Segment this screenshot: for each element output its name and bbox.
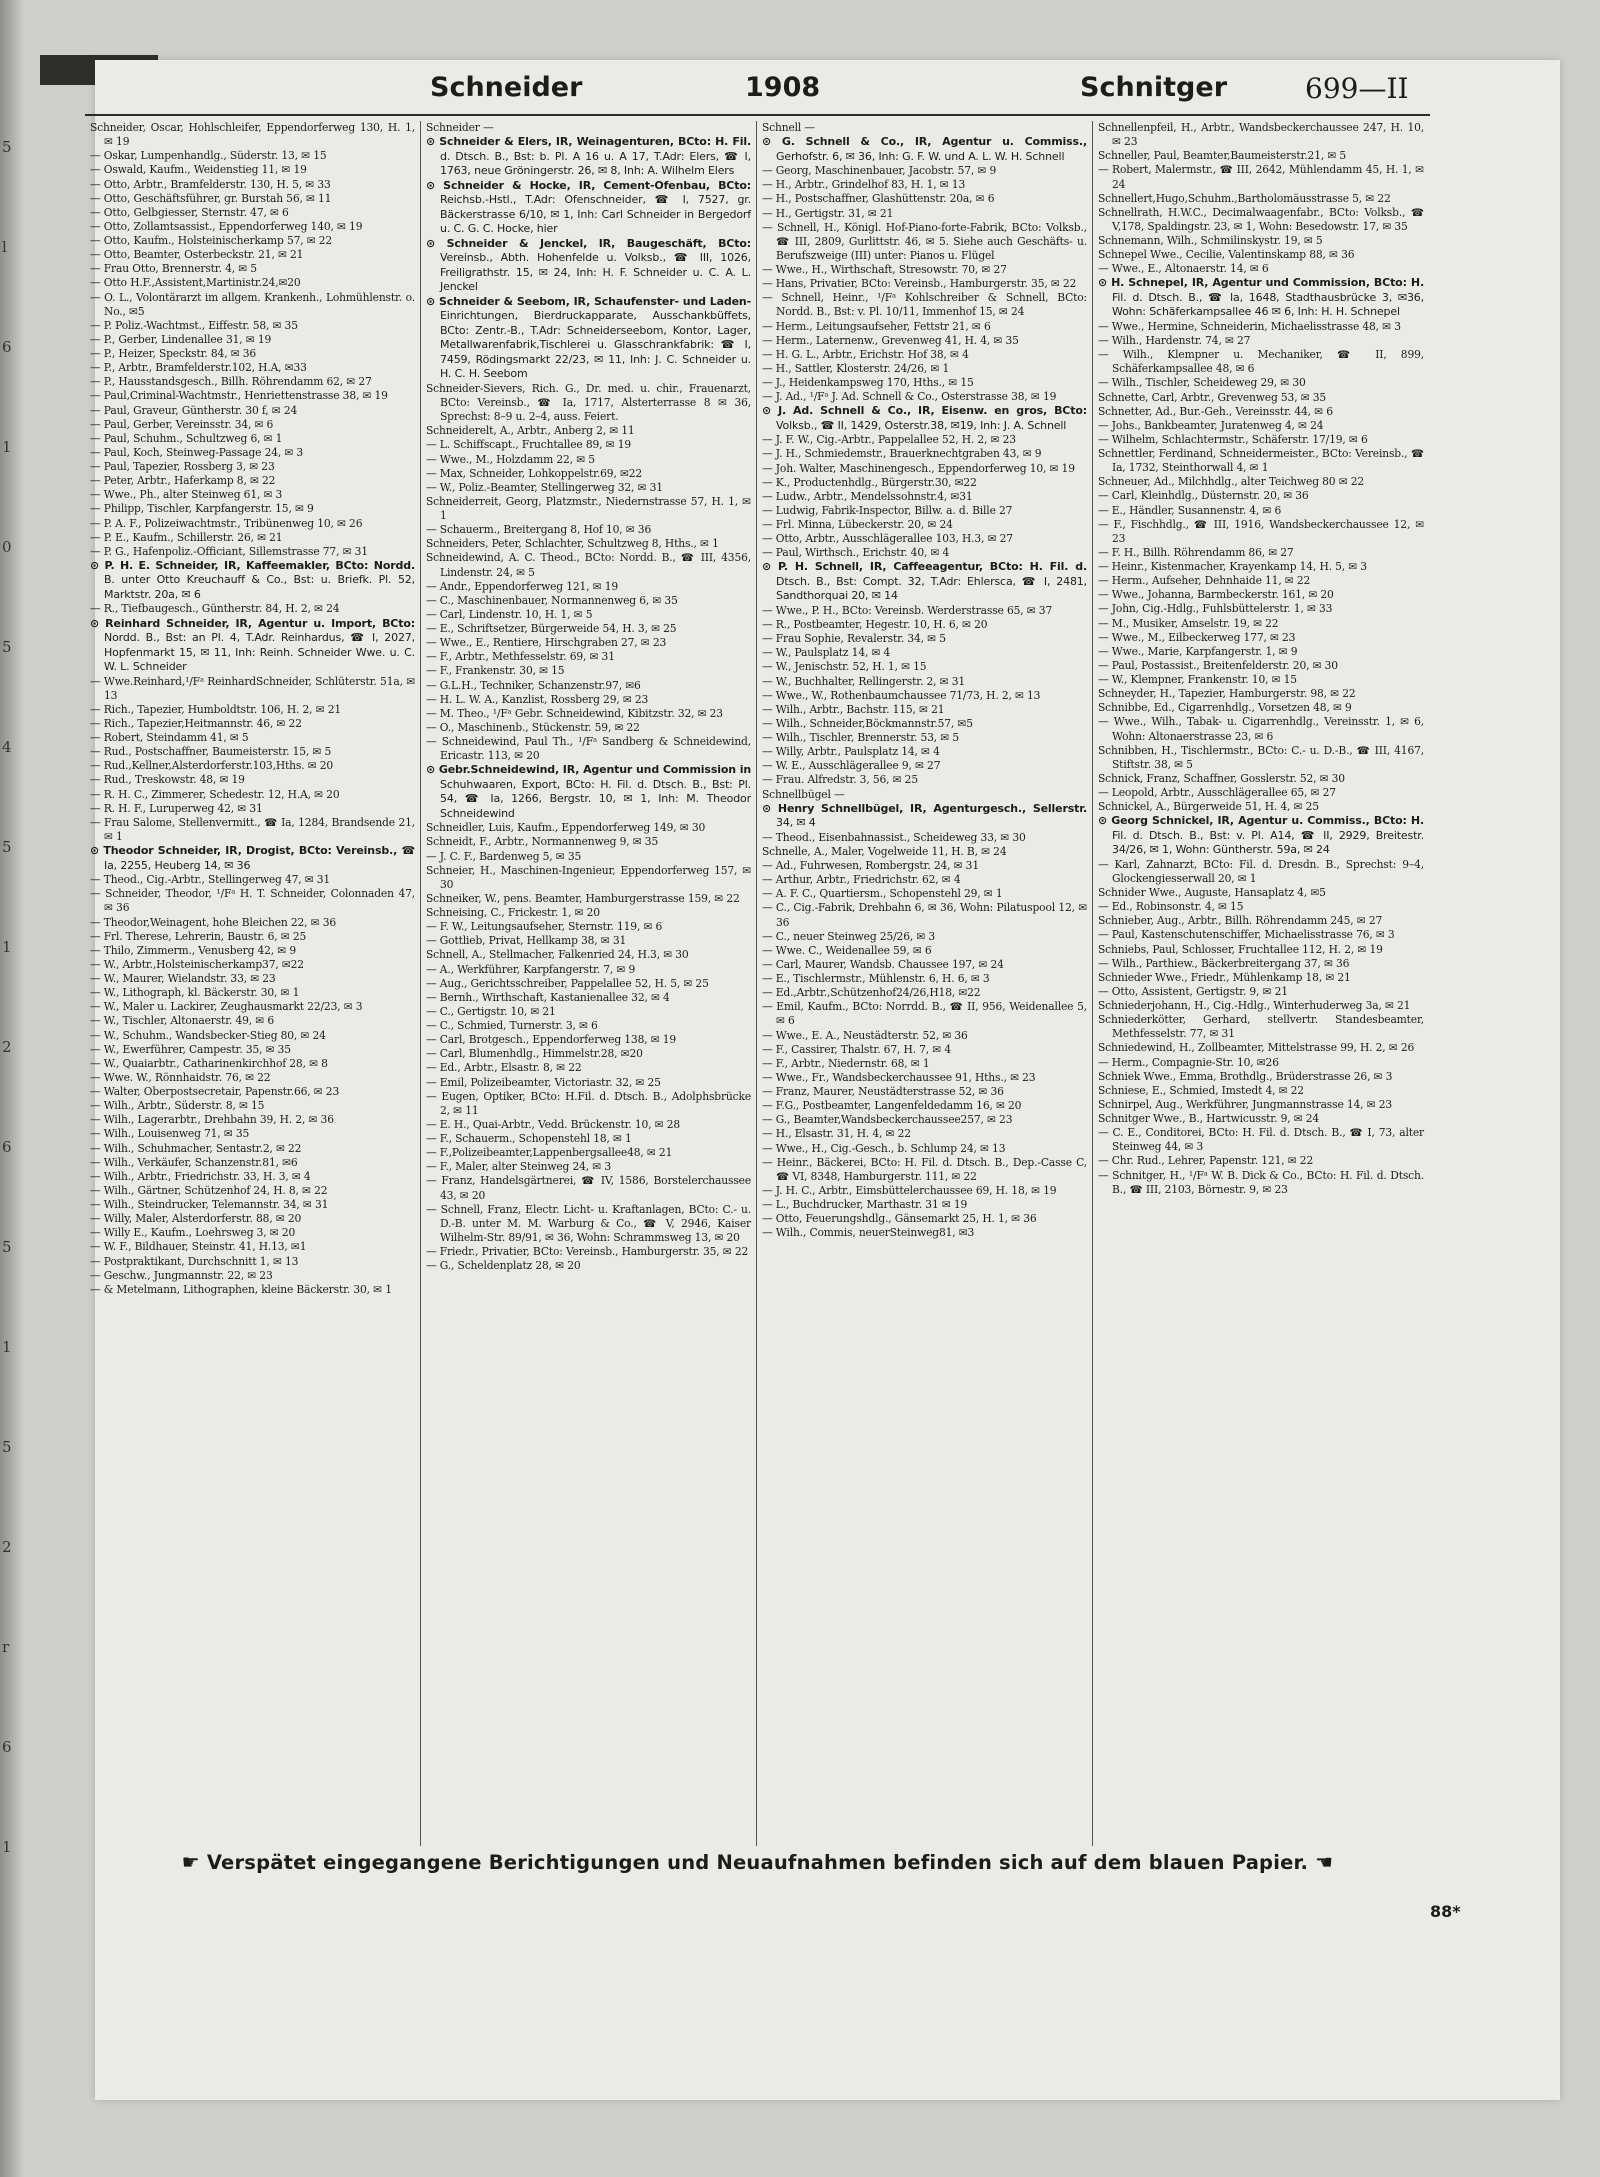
directory-entry: — E., Händler, Susannenstr. 4, ✉ 6 (1098, 503, 1282, 517)
directory-entry: — Otto, Kaufm., Holsteinischerkamp 57, ✉ 22 (90, 234, 333, 247)
directory-entry: — Herm., Aufseher, Dehnhaide 11, ✉ 22 (1098, 574, 1311, 588)
signature-mark: 88* (1430, 1902, 1461, 1921)
directory-entry: Schneider, Oscar, Hohlschleifer, Eppendorferweg 130, H. 1, ✉ 19 (90, 121, 415, 149)
directory-entry: — P., Heizer, Speckstr. 84, ✉ 36 (90, 347, 257, 360)
directory-entry: — Philipp, Tischler, Karpfangerstr. 15, ✉ 9 (90, 502, 314, 516)
running-header (85, 72, 1430, 112)
directory-entry: — J. F. W., Cig.-Arbtr., Pappelallee 52, H. 2, ✉ 23 (762, 433, 1016, 447)
directory-entry: — Otto, Arbtr., Ausschlägerallee 103, H.3, ✉ 27 (762, 532, 1013, 546)
column-2 (421, 121, 757, 1846)
directory-entry: — Herm., Compagnie-Str. 10, ✉26 (1098, 1055, 1279, 1069)
directory-entry: — W., Paulsplatz 14, ✉ 4 (762, 646, 891, 660)
directory-entry: — Rud., Postschaffner, Baumeisterstr. 15, ✉ 5 (90, 745, 332, 759)
directory-entry: Schnell, A., Stellmacher, Falkenried 24, H.3, ✉ 30 (426, 948, 689, 962)
directory-entry: — Paul, Gerber, Vereinsstr. 34, ✉ 6 (90, 417, 274, 431)
directory-entry: — H., Elsastr. 31, H. 4, ✉ 22 (762, 1127, 911, 1141)
directory-entry: — R., Tiefbaugesch., Güntherstr. 84, H. 2, ✉ 24 (90, 602, 340, 616)
directory-entry: — Gottlieb, Privat, Hellkamp 38, ✉ 31 (426, 934, 627, 948)
directory-entry: Schnepel Wwe., Cecilie, Valentinskamp 88, ✉ 36 (1098, 248, 1355, 262)
directory-entry: — Wilh., Louisenweg 71, ✉ 35 (90, 1127, 250, 1141)
directory-entry: — Wwe., E., Altonaerstr. 14, ✉ 6 (1098, 262, 1269, 276)
directory-entry: — Schnell, H., Königl. Hof-Piano-forte-Fabrik, BCto: Volksb., ☎ III, 2809, Gurlittstr. 46, ✉ 5. Siehe auch Geschäfts- u. Berufszweige (III) unter: Pianos u. Flügel (762, 220, 1087, 262)
directory-entry: — O. L., Volontärarzt im allgem. Krankenh., Lohmühlenstr. o. No., ✉5 (90, 290, 415, 318)
directory-entry: — J., Heidenkampsweg 170, Hths., ✉ 15 (762, 376, 974, 390)
directory-entry: — Wwe., M., Eilbeckerweg 177, ✉ 23 (1098, 630, 1296, 644)
directory-entry: — Paul, Kastenschutenschiffer, Michaelisstrasse 76, ✉ 3 (1098, 928, 1395, 942)
directory-entry: — L., Buchdrucker, Marthastr. 31 ✉ 19 (762, 1198, 968, 1212)
directory-entry: — Max, Schneider, Lohkoppelstr.69, ✉22 (426, 466, 643, 480)
directory-entry: Schnirpel, Aug., Werkführer, Jungmannstrasse 14, ✉ 23 (1098, 1097, 1393, 1111)
directory-entry: — Geschw., Jungmannstr. 22, ✉ 23 (90, 1268, 273, 1282)
directory-entry: Schniebs, Paul, Schlosser, Fruchtallee 112, H. 2, ✉ 19 (1098, 942, 1383, 956)
directory-entry: Schneidler, Luis, Kaufm., Eppendorferweg 149, ✉ 30 (426, 821, 706, 835)
directory-entry: — Emil, Kaufm., BCto: Norrdd. B., ☎ II, 956, Weidenallee 5, ✉ 6 (762, 1000, 1087, 1028)
directory-entry: — Karl, Zahnarzt, BCto: Fil. d. Dresdn. B., Sprechst: 9–4, Glockengiesserwall 20, ✉ 1 (1098, 857, 1424, 885)
directory-entry: Schneyder, H., Tapezier, Hamburgerstr. 98, ✉ 22 (1098, 687, 1356, 701)
directory-entry: — Aug., Gerichtsschreiber, Pappelallee 52, H. 5, ✉ 25 (426, 976, 709, 990)
directory-entry: — & Metelmann, Lithographen, kleine Bäckerstr. 30, ✉ 1 (90, 1282, 392, 1296)
directory-entry: — Thilo, Zimmerm., Venusberg 42, ✉ 9 (90, 943, 297, 957)
directory-entry: — Frau Salome, Stellenvermitt., ☎ Ia, 1284, Brandsende 21, ✉ 1 (90, 815, 415, 843)
directory-entry: — Oswald, Kaufm., Weidenstieg 11, ✉ 19 (90, 163, 307, 177)
directory-entry: — Wilh., Arbtr., Friedrichstr. 33, H. 3, ✉ 4 (90, 1169, 311, 1183)
directory-entry: — H. G. L., Arbtr., Erichstr. Hof 38, ✉ 4 (762, 347, 969, 361)
directory-entry: — C., Schmied, Turnerstr. 3, ✉ 6 (426, 1019, 598, 1033)
directory-entry: — Arthur, Arbtr., Friedrichstr. 62, ✉ 4 (762, 873, 961, 887)
directory-entry: — F., Arbtr., Methfesselstr. 69, ✉ 31 (426, 650, 615, 664)
directory-entry: — P. Poliz.-Wachtmst., Eiffestr. 58, ✉ 35 (90, 318, 298, 332)
directory-entry: ⊙ G. Schnell & Co., IR, Agentur u. Commiss., Gerhofstr. 6, ✉ 36, Inh: G. F. W. und A. L. W. H. Schnell (762, 135, 1087, 163)
directory-entry: — W., Maler u. Lackirer, Zeughausmarkt 22/23, ✉ 3 (90, 1000, 363, 1014)
directory-entry: — Otto, Arbtr., Bramfelderstr. 130, H. 5, ✉ 33 (90, 177, 331, 191)
directory-entry: — H., Gertigstr. 31, ✉ 21 (762, 206, 894, 220)
directory-entry: — C., Gertigstr. 10, ✉ 21 (426, 1004, 556, 1018)
directory-entry: — A., Werkführer, Karpfangerstr. 7, ✉ 9 (426, 962, 636, 976)
margin-char: l (2, 238, 7, 256)
directory-entry: — Schauerm., Breitergang 8, Hof 10, ✉ 36 (426, 523, 652, 537)
directory-entry: — Wilh., Commis, neuerSteinweg81, ✉3 (762, 1226, 975, 1240)
directory-entry: Schneller, Paul, Beamter,Baumeisterstr.21, ✉ 5 (1098, 149, 1347, 163)
directory-entry: — Willy, Maler, Alsterdorferstr. 88, ✉ 20 (90, 1212, 302, 1226)
directory-entry: — F., Maler, alter Steinweg 24, ✉ 3 (426, 1160, 611, 1174)
directory-entry: Schnieder Wwe., Friedr., Mühlenkamp 18, ✉ 21 (1098, 970, 1351, 984)
directory-entry: — Theodor,Weinagent, hohe Bleichen 22, ✉ 36 (90, 915, 337, 929)
directory-entry: — Wilh., Schuhmacher, Sentastr.2, ✉ 22 (90, 1141, 302, 1155)
directory-entry: — Otto, Gelbgiesser, Sternstr. 47, ✉ 6 (90, 205, 289, 219)
directory-entry: — Ad., Fuhrwesen, Rombergstr. 24, ✉ 31 (762, 859, 979, 873)
directory-entry: — Hans, Privatier, BCto: Vereinsb., Hamburgerstr. 35, ✉ 22 (762, 277, 1077, 291)
directory-entry: — John, Cig.-Hdlg., Fuhlsbüttelerstr. 1, ✉ 33 (1098, 602, 1333, 616)
directory-entry: — Wwe. C., Weidenallee 59, ✉ 6 (762, 943, 932, 957)
directory-entry: — F., Cassirer, Thalstr. 67, H. 7, ✉ 4 (762, 1042, 951, 1056)
directory-entry: — Wwe., P. H., BCto: Vereinsb. Werderstrasse 65, ✉ 37 (762, 603, 1053, 617)
directory-entry: Schneiderreit, Georg, Platzmstr., Niedernstrasse 57, H. 1, ✉ 1 (426, 494, 751, 523)
directory-entry: — Wwe., Ph., alter Steinweg 61, ✉ 3 (90, 488, 283, 502)
directory-entry: — Postpraktikant, Durchschnitt 1, ✉ 13 (90, 1254, 299, 1268)
directory-entry: — W., Tischler, Altonaerstr. 49, ✉ 6 (90, 1014, 274, 1028)
directory-entry: ⊙ H. Schnepel, IR, Agentur und Commission, BCto: H. Fil. d. Dtsch. B., ☎ Ia, 1648, Stadthausbrücke 3, ✉36, Wohn: Schäferkampsallee 46 ✉ 6, Inh: H. H. Schnepel (1098, 276, 1424, 319)
directory-columns (85, 121, 1430, 1846)
directory-entry: — Schneider, Theodor, ¹/Fᵃ H. T. Schneider, Colonnaden 47, ✉ 36 (90, 887, 415, 915)
directory-entry: — Paul, Koch, Steinweg-Passage 24, ✉ 3 (90, 445, 304, 459)
directory-entry: — Wilh., Tischler, Brennerstr. 53, ✉ 5 (762, 731, 960, 745)
directory-entry: — Eugen, Optiker, BCto: H.Fil. d. Dtsch. B., Adolphsbrücke 2, ✉ 11 (426, 1089, 751, 1117)
directory-entry: — Willy, Arbtr., Paulsplatz 14, ✉ 4 (762, 745, 940, 759)
directory-entry: — Wwe., H., Wirthschaft, Stresowstr. 70, ✉ 27 (762, 263, 1007, 277)
directory-entry: — Schnell, Franz, Electr. Licht- u. Kraftanlagen, BCto: C.- u. D.-B. unter M. M. Warburg & Co., ☎ V, 2946, Kaiser Wilhelm-Str. 89/91, ✉ 36, Wohn: Schrammsweg 13, ✉ 20 (426, 1202, 751, 1244)
directory-entry: — Wilh., Parthiew., Bäckerbreitergang 37, ✉ 36 (1098, 956, 1350, 970)
directory-entry: Schneuer, Ad., Milchhdlg., alter Teichweg 80 ✉ 22 (1098, 475, 1365, 489)
pointing-hand-right-icon: ☚ (1315, 1850, 1334, 1874)
directory-entry: — Joh. Walter, Maschinengesch., Eppendorferweg 10, ✉ 19 (762, 461, 1075, 475)
directory-entry: Schneidt, F., Arbtr., Normannenweg 9, ✉ 35 (426, 835, 659, 849)
directory-entry: — Frau Sophie, Revalerstr. 34, ✉ 5 (762, 632, 946, 646)
directory-entry: — F., Arbtr., Niedernstr. 68, ✉ 1 (762, 1056, 930, 1070)
directory-entry: ⊙ J. Ad. Schnell & Co., IR, Eisenw. en gros, BCto: Volksb., ☎ II, 1429, Osterstr.38, ✉19, Inh: J. A. Schnell (762, 404, 1087, 432)
directory-entry: Schnettler, Ferdinand, Schneidermeister., BCto: Vereinsb., ☎ Ia, 1732, Steinthorwall 4, ✉ 1 (1098, 447, 1424, 475)
directory-entry: — M. Theo., ¹/Fᵃ Gebr. Schneidewind, Kibitzstr. 32, ✉ 23 (426, 706, 723, 720)
directory-entry: — Wwe., M., Holzdamm 22, ✉ 5 (426, 452, 595, 466)
directory-entry: — W., Arbtr.,Holsteinischerkamp37, ✉22 (90, 957, 304, 971)
directory-entry: Schnellrath, H.W.C., Decimalwaagenfabr., BCto: Volksb., ☎ V,178, Spaldingstr. 23, ✉ 1, Wohn: Besedowstr. 17, ✉ 35 (1098, 205, 1424, 233)
directory-entry: — Frl. Therese, Lehrerin, Baustr. 6, ✉ 25 (90, 929, 307, 943)
directory-entry: Schnetter, Ad., Bur.-Geh., Vereinsstr. 44, ✉ 6 (1098, 404, 1333, 418)
directory-entry: — Schnitger, H., ¹/Fᵃ W. B. Dick & Co., BCto: H. Fil. d. Dtsch. B., ☎ III, 2103, Börnestr. 9, ✉ 23 (1098, 1168, 1424, 1196)
margin-char: 5 (2, 1238, 12, 1256)
directory-entry: Schniederjohann, H., Cig.-Hdlg., Winterhuderweg 3a, ✉ 21 (1098, 999, 1411, 1013)
directory-entry: — Leopold, Arbtr., Ausschlägerallee 65, ✉ 27 (1098, 786, 1336, 800)
directory-entry: — Ed., Arbtr., Elsastr. 8, ✉ 22 (426, 1061, 582, 1075)
directory-entry: — F.,Polizeibeamter,Lappenbergsallee48, ✉ 21 (426, 1146, 673, 1160)
directory-entry: — Schneidewind, Paul Th., ¹/Fᵃ Sandberg & Schneidewind, Ericastr. 113, ✉ 20 (426, 735, 751, 763)
directory-entry: Schniederkötter, Gerhard, stellvertr. Standesbeamter, Methfesselstr. 77, ✉ 31 (1098, 1013, 1424, 1041)
directory-entry: — Franz, Handelsgärtnerei, ☎ IV, 1586, Borstelerchaussee 43, ✉ 20 (426, 1174, 751, 1202)
directory-entry: — W., Poliz.-Beamter, Stellingerweg 32, ✉ 31 (426, 480, 663, 494)
directory-entry: Schnell — (762, 121, 815, 134)
directory-entry: Schnette, Carl, Arbtr., Grevenweg 53, ✉ 35 (1098, 390, 1327, 404)
directory-entry: — Paul,Criminal-Wachtmstr., Henriettenstrasse 38, ✉ 19 (90, 389, 388, 403)
directory-entry: — E., Schriftsetzer, Bürgerweide 54, H. 3, ✉ 25 (426, 622, 677, 636)
directory-entry: — J. Ad., ¹/Fᵃ J. Ad. Schnell & Co., Osterstrasse 38, ✉ 19 (762, 390, 1057, 404)
directory-entry: — Andr., Eppendorferweg 121, ✉ 19 (426, 579, 619, 593)
directory-entry: ⊙ Schneider & Seebom, IR, Schaufenster- und Laden-Einrichtungen, Bierdruckapparate, Ausschankbüffets, BCto: Zentr.-B., T.Adr: Schneiderseebom, Kontor, Lager, Metallwarenfabrik,Tischlerei u. Glasschrankfabrik: ☎ I, 7459, Rödingsmarkt 22/23, ✉ 11, Inh: J. C. Schneider u. H. C. H. Seebom (426, 294, 751, 381)
directory-entry: — C., Maschinenbauer, Normannenweg 6, ✉ 35 (426, 593, 678, 607)
directory-entry: — J. C. F., Bardenweg 5, ✉ 35 (426, 849, 582, 863)
margin-char: 0 (2, 538, 12, 556)
directory-entry: — Wwe., E. A., Neustädterstr. 52, ✉ 36 (762, 1028, 968, 1042)
directory-entry: — G., Beamter,Wandsbeckerchaussee257, ✉ 23 (762, 1113, 1013, 1127)
directory-entry: — H., Postschaffner, Glashüttenstr. 20a, ✉ 6 (762, 192, 995, 206)
directory-entry: ⊙ Reinhard Schneider, IR, Agentur u. Import, BCto: Nordd. B., Bst: an Pl. 4, T.Adr. Reinhardus, ☎ I, 2027, Hopfenmarkt 15, ✉ 11, Inh: Reinh. Schneider Wwe. u. C. W. L. Schneider (90, 616, 415, 674)
directory-entry: — Wwe., Fr., Wandsbeckerchaussee 91, Hths., ✉ 23 (762, 1070, 1036, 1084)
header-first-name: Schneider (430, 72, 583, 103)
directory-entry: — Wilh., Hardenstr. 74, ✉ 27 (1098, 334, 1251, 348)
margin-char: 1 (2, 938, 12, 956)
directory-entry: — F.G., Postbeamter, Langenfeldedamm 16, ✉ 20 (762, 1099, 1022, 1113)
directory-entry: — W., Ewerführer, Campestr. 35, ✉ 35 (90, 1042, 291, 1056)
directory-entry: — Ed., Robinsonstr. 4, ✉ 15 (1098, 900, 1244, 914)
directory-entry: — J. H. C., Arbtr., Eimsbüttelerchaussee 69, H. 18, ✉ 19 (762, 1183, 1057, 1197)
directory-entry: — G., Scheldenplatz 28, ✉ 20 (426, 1259, 581, 1273)
directory-entry: — E., Tischlermstr., Mühlenstr. 6, H. 6, ✉ 3 (762, 972, 990, 986)
directory-entry: — Frau Otto, Brennerstr. 4, ✉ 5 (90, 262, 257, 276)
directory-entry: — Rich., Tapezier,Heitmannstr. 46, ✉ 22 (90, 716, 302, 730)
margin-char: 6 (2, 338, 12, 356)
directory-entry: — Schnell, Heinr., ¹/Fᵃ Kohlschreiber & Schnell, BCto: Nordd. B., Bst: v. Pl. 10/11, Immenhof 15, ✉ 24 (762, 291, 1087, 319)
directory-entry: — Wwe., Marie, Karpfangerstr. 1, ✉ 9 (1098, 644, 1298, 658)
directory-entry: — Robert, Steindamm 41, ✉ 5 (90, 731, 249, 745)
directory-entry: — Carl, Kleinhdlg., Düsternstr. 20, ✉ 36 (1098, 489, 1309, 503)
directory-entry: — Wwe., H., Cig.-Gesch., b. Schlump 24, ✉ 13 (762, 1141, 1006, 1155)
directory-entry: — L. Schiffscapt., Fruchtallee 89, ✉ 19 (426, 438, 631, 452)
directory-entry: — W. E., Ausschlägerallee 9, ✉ 27 (762, 759, 941, 773)
directory-entry: ⊙ P. H. Schnell, IR, Caffeeagentur, BCto: H. Fil. d. Dtsch. B., Bst: Compt. 32, T.Adr: Ehlersca, ☎ I, 2481, Sandthorquai 20, ✉ 14 (762, 560, 1087, 603)
directory-entry: — Carl, Lindenstr. 10, H. 1, ✉ 5 (426, 607, 593, 621)
directory-entry: — W., Maurer, Wielandstr. 33, ✉ 23 (90, 972, 276, 986)
directory-entry: Schnellbügel — (762, 787, 845, 801)
directory-entry: — C., Cig.-Fabrik, Drehbahn 6, ✉ 36, Wohn: Pilatuspool 12, ✉ 36 (762, 901, 1087, 929)
directory-entry: — Wwe.Reinhard,¹/Fᵃ ReinhardSchneider, Schlüterstr. 51a, ✉ 13 (90, 674, 415, 702)
directory-entry: ⊙ Schneider & Elers, IR, Weinagenturen, BCto: H. Fil. d. Dtsch. B., Bst: b. Pl. A 16 u. A 17, T.Adr: Elers, ☎ I, 1763, neue Gröningerstr. 26, ✉ 8, Inh: A. Wilhelm Elers (426, 135, 751, 178)
margin-char: 6 (2, 1738, 12, 1756)
directory-entry: — W., Lithograph, kl. Bäckerstr. 30, ✉ 1 (90, 986, 300, 1000)
directory-entry: Schnellenpfeil, H., Arbtr., Wandsbeckerchaussee 247, H. 10, ✉ 23 (1098, 121, 1424, 149)
directory-entry: — K., Productenhdlg., Bürgerstr.30, ✉22 (762, 475, 977, 489)
directory-entry: Schneiker, W., pens. Beamter, Hamburgerstrasse 159, ✉ 22 (426, 891, 740, 905)
directory-entry: — Wilh., Lagerarbtr., Drehbahn 39, H. 2, ✉ 36 (90, 1113, 334, 1127)
directory-entry: Schnitger Wwe., B., Hartwicusstr. 9, ✉ 24 (1098, 1112, 1320, 1126)
column-3 (757, 121, 1093, 1846)
directory-entry: — Paul, Schuhm., Schultzweg 6, ✉ 1 (90, 431, 283, 445)
directory-entry: Schneising, C., Frickestr. 1, ✉ 20 (426, 906, 600, 920)
directory-entry: — W., Klempner, Frankenstr. 10, ✉ 15 (1098, 673, 1297, 687)
directory-entry: ⊙ Schneider & Jenckel, IR, Baugeschäft, BCto: Vereinsb., Abth. Hohenfelde u. Volksb., ☎ III, 1026, Freiligrathstr. 15, ✉ 24, Inh: H. F. Schneider u. C. A. L. Jenckel (426, 236, 751, 294)
margin-char: 4 (2, 738, 12, 756)
directory-entry: — Wwe., Hermine, Schneiderin, Michaelisstrasse 48, ✉ 3 (1098, 319, 1401, 333)
directory-entry: — P., Hausstandsgesch., Billh. Röhrendamm 62, ✉ 27 (90, 375, 372, 389)
directory-entry: — R., Postbeamter, Hegestr. 10, H. 6, ✉ 20 (762, 618, 988, 632)
directory-entry: — Johs., Bankbeamter, Juratenweg 4, ✉ 24 (1098, 418, 1324, 432)
directory-entry: — Otto H.F.,Assistent,Martinistr.24,✉20 (90, 276, 301, 290)
directory-entry: — Paul, Wirthsch., Erichstr. 40, ✉ 4 (762, 546, 950, 560)
directory-entry: — Wilh., Steindrucker, Telemannstr. 34, ✉ 31 (90, 1198, 329, 1212)
directory-entry: — Wilh., Gärtner, Schützenhof 24, H. 8, ✉ 22 (90, 1183, 328, 1197)
margin-char: 1 (2, 1338, 12, 1356)
directory-entry: — E. H., Quai-Arbtr., Vedd. Brückenstr. 10, ✉ 28 (426, 1117, 681, 1131)
directory-entry: Schnibben, H., Tischlermstr., BCto: C.- u. D.-B., ☎ III, 4167, Stiftstr. 38, ✉ 5 (1098, 743, 1424, 771)
directory-entry: ⊙ Theodor Schneider, IR, Drogist, BCto: Vereinsb., ☎ Ia, 2255, Heuberg 14, ✉ 36 (90, 844, 415, 872)
directory-entry: — P. E., Kaufm., Schillerstr. 26, ✉ 21 (90, 530, 283, 544)
directory-entry: — W. F., Bildhauer, Steinstr. 41, H.13, ✉1 (90, 1240, 307, 1254)
directory-entry: — Rud., Treskowstr. 48, ✉ 19 (90, 773, 245, 787)
directory-entry: — Herm., Laternenw., Grevenweg 41, H. 4, ✉ 35 (762, 333, 1019, 347)
header-page-number: 699—II (1305, 72, 1409, 105)
directory-entry: — Herm., Leitungsaufseher, Fettstr 21, ✉ 6 (762, 319, 991, 333)
margin-char: 6 (2, 1138, 12, 1156)
directory-entry: — W., Buchhalter, Rellingerstr. 2, ✉ 31 (762, 674, 966, 688)
directory-entry: — Friedr., Privatier, BCto: Vereinsb., Hamburgerstr. 35, ✉ 22 (426, 1245, 749, 1259)
margin-char: 5 (2, 138, 12, 156)
directory-entry: Schneider-Sievers, Rich. G., Dr. med. u. chir., Frauenarzt, BCto: Vereinsb., ☎ Ia, 1717, Alsterterrasse 8 ✉ 36, Sprechst: 8–9 u. 2–4, auss. Feiert. (426, 381, 751, 424)
footer-notice (85, 1850, 1430, 1890)
directory-entry: — F., Schauerm., Schopenstehl 18, ✉ 1 (426, 1132, 632, 1146)
directory-entry: — Frl. Minna, Lübeckerstr. 20, ✉ 24 (762, 518, 953, 532)
directory-entry: — R. H. C., Zimmerer, Schedestr. 12, H.A, ✉ 20 (90, 787, 340, 801)
directory-entry: — F. H., Billh. Röhrendamm 86, ✉ 27 (1098, 545, 1294, 559)
directory-entry: — H. L. W. A., Kanzlist, Rossberg 29, ✉ 23 (426, 692, 649, 706)
directory-entry: — Theod., Cig.-Arbtr., Stellingerweg 47, ✉ 31 (90, 873, 331, 887)
directory-entry: Schneiderelt, A., Arbtr., Anberg 2, ✉ 11 (426, 424, 635, 438)
directory-entry: Schnemann, Wilh., Schmilinskystr. 19, ✉ 5 (1098, 234, 1323, 247)
directory-entry: — A. F. C., Quartiersm., Schopenstehl 29, ✉ 1 (762, 887, 1003, 901)
directory-entry: Schnider Wwe., Auguste, Hansaplatz 4, ✉5 (1098, 886, 1326, 900)
directory-entry: — C. E., Conditorei, BCto: H. Fil. d. Dtsch. B., ☎ I, 73, alter Steinweg 44, ✉ 3 (1098, 1126, 1424, 1154)
pointing-hand-left-icon: ☛ (181, 1850, 200, 1874)
margin-char: r (2, 1638, 10, 1656)
directory-entry: — Wwe., W., Rothenbaumchaussee 71/73, H. 2, ✉ 13 (762, 688, 1041, 702)
directory-entry: — Wwe. W., Rönnhaidstr. 76, ✉ 22 (90, 1070, 271, 1084)
directory-entry: — Wwe., E., Rentiere, Hirschgraben 27, ✉ 23 (426, 636, 667, 650)
directory-entry: Schniedewind, H., Zollbeamter, Mittelstrasse 99, H. 2, ✉ 26 (1098, 1041, 1415, 1055)
directory-entry: — W., Quaiarbtr., Catharinenkirchhof 28, ✉ 8 (90, 1056, 328, 1070)
directory-entry: — Otto, Geschäftsführer, gr. Burstah 56, ✉ 11 (90, 191, 332, 205)
directory-entry: Schnickel, A., Bürgerweide 51, H. 4, ✉ 25 (1098, 800, 1319, 814)
directory-entry: — Theod., Eisenbahnassist., Scheideweg 33, ✉ 30 (762, 830, 1026, 844)
directory-entry: — F., Fischhdlg., ☎ III, 1916, Wandsbeckerchaussee 12, ✉ 23 (1098, 517, 1424, 545)
directory-entry: — Otto, Zollamtsassist., Eppendorferweg 140, ✉ 19 (90, 219, 363, 233)
directory-entry: — M., Musiker, Amselstr. 19, ✉ 22 (1098, 616, 1279, 630)
margin-char: 5 (2, 838, 12, 856)
directory-entry: — Bernh., Wirthschaft, Kastanienallee 32, ✉ 4 (426, 990, 670, 1004)
directory-entry: — Wilh., Tischler, Scheideweg 29, ✉ 30 (1098, 376, 1306, 390)
directory-entry: — Franz, Maurer, Neustädterstrasse 52, ✉ 36 (762, 1085, 1004, 1099)
directory-entry: — Rud.,Kellner,Alsterdorferstr.103,Hths. ✉ 20 (90, 759, 334, 773)
directory-entry: — Ed.,Arbtr.,Schützenhof24/26,H18, ✉22 (762, 986, 981, 1000)
directory-entry: — F., Frankenstr. 30, ✉ 15 (426, 664, 565, 678)
directory-entry: Schneidewind, A. C. Theod., BCto: Nordd. B., ☎ III, 4356, Lindenstr. 24, ✉ 5 (426, 551, 751, 579)
margin-char: 2 (2, 1038, 12, 1056)
margin-char: 5 (2, 638, 12, 656)
directory-entry: Schniese, E., Schmied, Imstedt 4, ✉ 22 (1098, 1083, 1304, 1097)
directory-entry: — Robert, Malermstr., ☎ III, 2642, Mühlendamm 45, H. 1, ✉ 24 (1098, 163, 1424, 191)
directory-entry: ⊙ Georg Schnickel, IR, Agentur u. Commiss., BCto: H. Fil. d. Dtsch. B., Bst: v. Pl. A14, ☎ II, 2929, Breitestr. 34/26, ✉ 1, Wohn: Güntherstr. 59a, ✉ 24 (1098, 814, 1424, 857)
directory-entry: — H., Arbtr., Grindelhof 83, H. 1, ✉ 13 (762, 178, 966, 192)
directory-entry: — Frau. Alfredstr. 3, 56, ✉ 25 (762, 773, 918, 787)
directory-entry: — P., Gerber, Lindenallee 31, ✉ 19 (90, 332, 272, 346)
directory-entry: — G.L.H., Techniker, Schanzenstr.97, ✉6 (426, 678, 641, 692)
directory-entry: — W., Jenischstr. 52, H. 1, ✉ 15 (762, 660, 927, 674)
directory-entry: — Wwe., Johanna, Barmbeckerstr. 161, ✉ 20 (1098, 588, 1334, 602)
directory-entry: — P. A. F., Polizeiwachtmstr., Tribünenweg 10, ✉ 26 (90, 516, 363, 530)
directory-entry: — Wwe., Wilh., Tabak- u. Cigarrenhdlg., Vereinsstr. 1, ✉ 6, Wohn: Altonaerstrasse 23, ✉ 6 (1098, 715, 1424, 743)
directory-entry: — Oskar, Lumpenhandlg., Süderstr. 13, ✉ 15 (90, 149, 327, 163)
directory-entry: Schneider — (426, 121, 494, 134)
directory-entry: — Ludwig, Fabrik-Inspector, Billw. a. d. Bille 27 (762, 503, 1013, 517)
directory-entry: Schniek Wwe., Emma, Brothdlg., Brüderstrasse 26, ✉ 3 (1098, 1069, 1393, 1083)
margin-char: 5 (2, 1438, 12, 1456)
header-year: 1908 (745, 72, 821, 103)
directory-entry: — Paul, Graveur, Güntherstr. 30 f, ✉ 24 (90, 403, 298, 417)
header-rule (85, 114, 1430, 116)
directory-entry: — H., Sattler, Klosterstr. 24/26, ✉ 1 (762, 361, 950, 375)
header-last-name: Schnitger (1080, 72, 1228, 103)
directory-entry: Schnieber, Aug., Arbtr., Billh. Röhrendamm 245, ✉ 27 (1098, 914, 1383, 928)
directory-entry: — Rich., Tapezier, Humboldtstr. 106, H. 2, ✉ 21 (90, 702, 342, 716)
directory-entry: — Paul, Postassist., Breitenfelderstr. 20, ✉ 30 (1098, 658, 1338, 672)
column-4 (1093, 121, 1429, 1846)
directory-entry: — Otto, Assistent, Gertigstr. 9, ✉ 21 (1098, 984, 1288, 998)
directory-entry: — Heinr., Bäckerei, BCto: H. Fil. d. Dtsch. B., Dep.-Casse C, ☎ VI, 8348, Hamburgerstr. 111, ✉ 22 (762, 1155, 1087, 1183)
directory-entry: — Georg, Maschinenbauer, Jacobstr. 57, ✉ 9 (762, 164, 997, 178)
directory-entry: — P. G., Hafenpoliz.-Officiant, Sillemstrasse 77, ✉ 31 (90, 544, 368, 558)
directory-entry: — Wilhelm, Schlachtermstr., Schäferstr. 17/19, ✉ 6 (1098, 432, 1368, 446)
directory-entry: Schnick, Franz, Schaffner, Gosslerstr. 52, ✉ 30 (1098, 771, 1345, 785)
directory-entry: — Paul, Tapezier, Rossberg 3, ✉ 23 (90, 460, 275, 473)
directory-entry: — Ludw., Arbtr., Mendelssohnstr.4, ✉31 (762, 489, 973, 503)
directory-entry: — Carl, Maurer, Wandsb. Chaussee 197, ✉ 24 (762, 957, 1004, 971)
margin-char: 1 (2, 438, 12, 456)
directory-entry: Schnellert,Hugo,Schuhm.,Bartholomäusstrasse 5, ✉ 22 (1098, 191, 1391, 205)
directory-entry: — Emil, Polizeibeamter, Victoriastr. 32, ✉ 25 (426, 1075, 661, 1089)
column-1 (85, 121, 421, 1846)
directory-entry: — C., neuer Steinweg 25/26, ✉ 3 (762, 929, 936, 943)
directory-entry: — J. H., Schmiedemstr., Brauerknechtgraben 43, ✉ 9 (762, 447, 1042, 461)
directory-entry: ⊙ Henry Schnellbügel, IR, Agenturgesch., Sellerstr. 34, ✉ 4 (762, 801, 1087, 830)
directory-entry: — Willy E., Kaufm., Loehrsweg 3, ✉ 20 (90, 1226, 296, 1240)
directory-entry: — P., Arbtr., Bramfelderstr.102, H.A, ✉33 (90, 361, 307, 375)
directory-entry: Schneiders, Peter, Schlachter, Schultzweg 8, Hths., ✉ 1 (426, 537, 719, 551)
directory-entry: — Wilh., Klempner u. Mechaniker, ☎ II, 899, Schäferkampsallee 48, ✉ 6 (1098, 348, 1424, 376)
directory-entry: ⊙ Schneider & Hocke, IR, Cement-Ofenbau, BCto: Reichsb.-Hstl., T.Adr: Ofenschneider, ☎ I, 7527, gr. Bäckerstrasse 6/10, ✉ 1, Inh: Carl Schneider in Bergedorf u. C. G. C. Hocke, hier (426, 178, 751, 236)
directory-entry: — Heinr., Kistenmacher, Krayenkamp 14, H. 5, ✉ 3 (1098, 560, 1367, 574)
margin-char: 2 (2, 1538, 12, 1556)
directory-entry: — Wilh., Verkäufer, Schanzenstr.81, ✉6 (90, 1155, 298, 1169)
directory-entry: — Wilh., Schneider,Böckmannstr.57, ✉5 (762, 716, 973, 730)
directory-entry: Schnibbe, Ed., Cigarrenhdlg., Vorsetzen 48, ✉ 9 (1098, 701, 1352, 715)
directory-entry: — F. W., Leitungsaufseher, Sternstr. 119, ✉ 6 (426, 920, 663, 934)
directory-entry: — R. H. F., Luruperweg 42, ✉ 31 (90, 801, 263, 815)
margin-char: 1 (2, 1838, 12, 1856)
directory-entry: — Chr. Rud., Lehrer, Papenstr. 121, ✉ 22 (1098, 1154, 1314, 1168)
directory-entry: Schnelle, A., Maler, Vogelweide 11, H. B, ✉ 24 (762, 844, 1007, 858)
directory-entry: — Wilh., Arbtr., Süderstr. 8, ✉ 15 (90, 1099, 265, 1113)
directory-entry: — Carl, Brotgesch., Eppendorferweg 138, ✉ 19 (426, 1033, 677, 1047)
directory-entry: ⊙ Gebr.Schneidewind, IR, Agentur und Commission in Schuhwaaren, Export, BCto: H. Fil. d. Dtsch. B., Bst: Pl. 54, ☎ Ia, 1266, Bergstr. 10, ✉ 1, Inh: M. Theodor Schneidewind (426, 763, 751, 820)
directory-entry: ⊙ P. H. E. Schneider, IR, Kaffeemakler, BCto: Nordd. B. unter Otto Kreuchauff & Co., Bst: u. Briefk. Pl. 52, Marktstr. 20a, ✉ 6 (90, 558, 415, 601)
directory-entry: — Walter, Oberpostsecretair, Papenstr.66, ✉ 23 (90, 1085, 340, 1099)
directory-entry: — Peter, Arbtr., Haferkamp 8, ✉ 22 (90, 474, 276, 488)
directory-entry: — Wilh., Arbtr., Bachstr. 115, ✉ 21 (762, 702, 945, 716)
directory-entry: — Otto, Beamter, Osterbeckstr. 21, ✉ 21 (90, 248, 304, 262)
directory-entry: — W., Schuhm., Wandsbecker-Stieg 80, ✉ 24 (90, 1028, 326, 1042)
directory-entry: — Otto, Feuerungshdlg., Gänsemarkt 25, H. 1, ✉ 36 (762, 1212, 1037, 1226)
directory-entry: — Carl, Blumenhdlg., Himmelstr.28, ✉20 (426, 1047, 643, 1061)
directory-entry: — O., Maschinenb., Stückenstr. 59, ✉ 22 (426, 720, 640, 734)
footer-text: Verspätet eingegangene Berichtigungen und Neuaufnahmen befinden sich auf dem blauen Papier. (206, 1851, 1309, 1874)
directory-entry: Schneier, H., Maschinen-Ingenieur, Eppendorferweg 157, ✉ 30 (426, 863, 751, 891)
